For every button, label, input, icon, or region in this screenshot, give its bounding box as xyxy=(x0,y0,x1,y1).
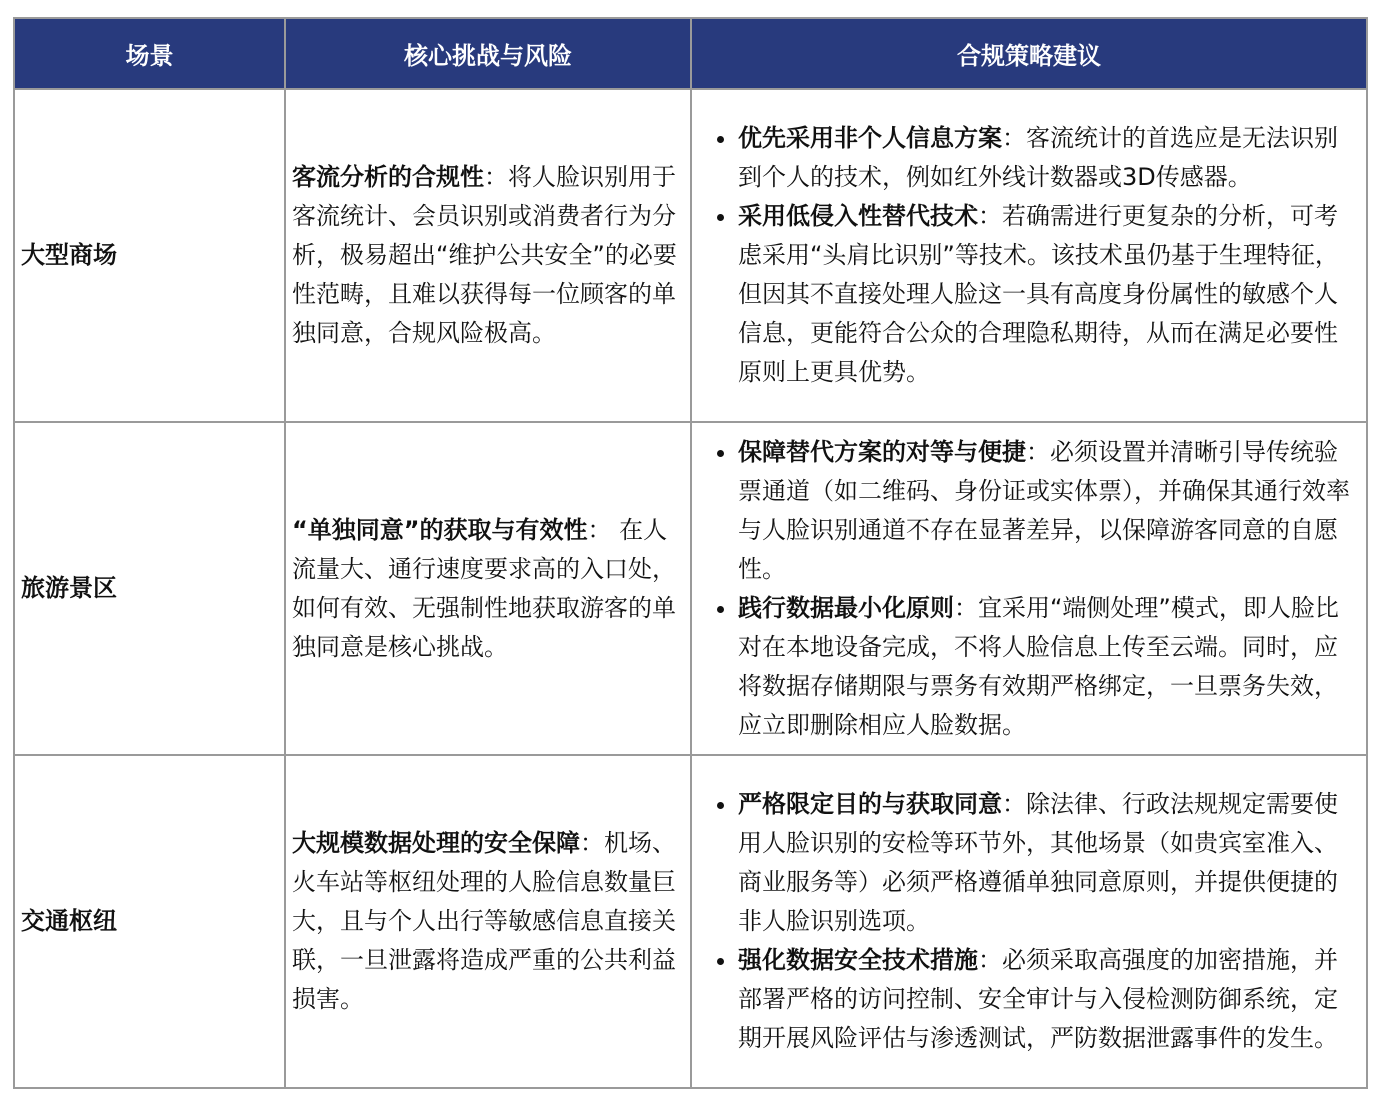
challenge-title: “单独同意”的获取与有效性 xyxy=(292,515,588,544)
strategy-sep: ： xyxy=(1002,124,1026,152)
strategy-text: 除法律、行政法规规定需要使用人脸识别的安检等环节外，其他场景（如贵宾室准入、商业服务等）必须严格遵循单独同意原则，并提供便捷的非人脸识别选项。 xyxy=(738,790,1338,935)
strategy-item xyxy=(738,119,1358,197)
header-strategy: 合规策略建议 xyxy=(691,18,1367,89)
strategy-cell xyxy=(691,89,1367,422)
strategy-text: 宜采用“端侧处理”模式，即人脸比对在本地设备完成，不将人脸信息上传至云端。同时，应将数据存储期限与票务有效期严格绑定，一旦票务失效，应立即删除相应人脸数据。 xyxy=(738,593,1339,739)
table-row xyxy=(14,755,1367,1088)
strategy-list xyxy=(704,433,1358,745)
header-challenge: 核心挑战与风险 xyxy=(285,18,691,89)
challenge-text: 将人脸识别用于客流统计、会员识别或消费者行为分析，极易超出“维护公共安全”的必要性范畴，且难以获得每一位顾客的单独同意，合规风险极高。 xyxy=(292,163,677,347)
strategy-title: 保障替代方案的对等与便捷 xyxy=(738,437,1026,466)
challenge-text: 在人流量大、通行速度要求高的入口处，如何有效、无强制性地获取游客的单独同意是核心挑战。 xyxy=(292,515,676,661)
challenge-sep: ： xyxy=(484,163,508,191)
challenge-cell xyxy=(285,89,691,422)
strategy-title: 严格限定目的与获取同意 xyxy=(738,790,1002,818)
strategy-list xyxy=(704,119,1358,392)
scene-cell: 大型商场 xyxy=(14,89,285,422)
table-row xyxy=(14,422,1367,755)
strategy-item xyxy=(738,197,1358,392)
strategy-text: 若确需进行更复杂的分析，可考虑采用“头肩比识别”等技术。该技术虽仍基于生理特征，但因其不直接处理人脸这一具有高度身份属性的敏感个人信息，更能符合公众的合理隐私期待，从而在满足必要性原则上更具优势。 xyxy=(738,202,1339,386)
strategy-title: 优先采用非个人信息方案 xyxy=(738,124,1002,152)
strategy-title: 强化数据安全技术措施 xyxy=(738,946,978,974)
strategy-item xyxy=(738,941,1358,1058)
challenge-text: 机场、火车站等枢纽处理的人脸信息数量巨大，且与个人出行等敏感信息直接关联，一旦泄露将造成严重的公共利益损害。 xyxy=(292,829,676,1013)
challenge-sep: ： xyxy=(587,515,612,544)
strategy-sep: ： xyxy=(978,946,1002,974)
strategy-title: 采用低侵入性替代技术 xyxy=(738,202,978,230)
scene-cell: 旅游景区 xyxy=(14,422,285,755)
table-row xyxy=(14,89,1367,422)
strategy-cell xyxy=(691,422,1367,755)
strategy-sep: ： xyxy=(978,202,1002,230)
strategy-sep: ： xyxy=(1026,437,1050,466)
strategy-text: 必须设置并清晰引导传统验票通道（如二维码、身份证或实体票），并确保其通行效率与人脸识别通道不存在显著差异，以保障游客同意的自愿性。 xyxy=(738,437,1350,583)
strategy-sep: ： xyxy=(954,593,978,622)
strategy-text: 客流统计的首选应是无法识别到个人的技术，例如红外线计数器或3D传感器。 xyxy=(738,124,1338,191)
strategy-title: 践行数据最小化原则 xyxy=(738,593,954,622)
challenge-title: 客流分析的合规性 xyxy=(292,163,484,191)
challenge-title: 大规模数据处理的安全保障 xyxy=(292,829,580,857)
header-row xyxy=(14,18,1367,89)
strategy-item xyxy=(738,589,1358,745)
strategy-text: 必须采取高强度的加密措施，并部署严格的访问控制、安全审计与入侵检测防御系统，定期开展风险评估与渗透测试，严防数据泄露事件的发生。 xyxy=(738,946,1338,1052)
strategy-cell xyxy=(691,755,1367,1088)
header-scene: 场景 xyxy=(14,18,285,89)
challenge-cell xyxy=(285,755,691,1088)
strategy-sep: ： xyxy=(1002,790,1026,818)
strategy-item xyxy=(738,433,1358,589)
challenge-cell xyxy=(285,422,691,755)
compliance-table xyxy=(13,17,1368,1089)
strategy-list xyxy=(704,785,1358,1058)
strategy-item xyxy=(738,785,1358,941)
challenge-sep: ： xyxy=(580,829,604,857)
scene-cell: 交通枢纽 xyxy=(14,755,285,1088)
